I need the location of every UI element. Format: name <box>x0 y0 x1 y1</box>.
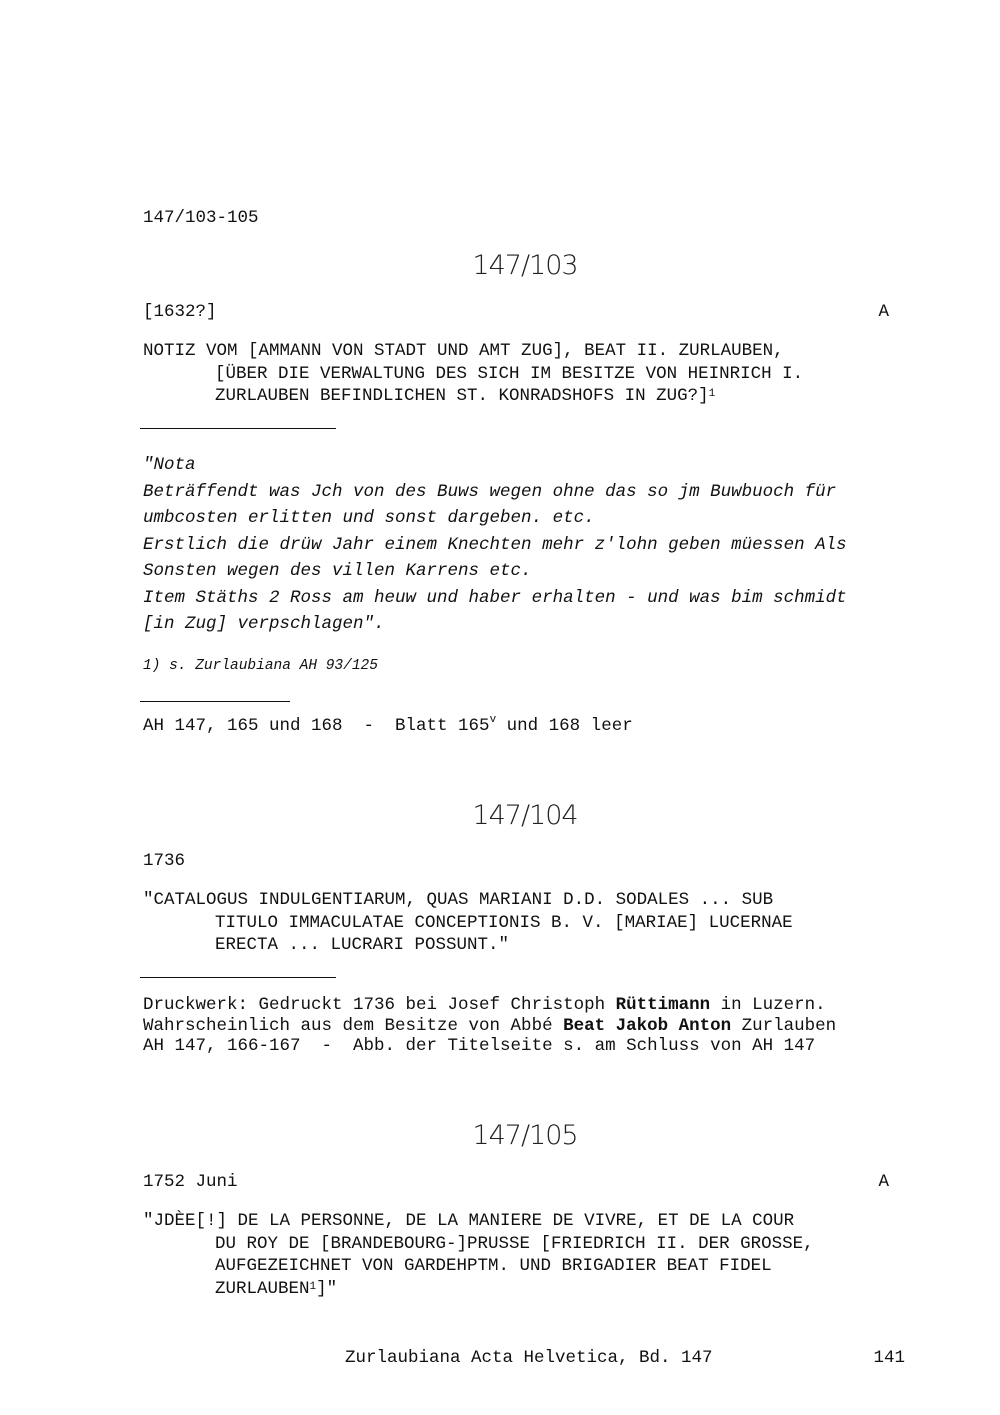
title-line: DU ROY DE [BRANDEBOURG-]PRUSSE [FRIEDRICH II. DER GROSSE, <box>215 1233 814 1254</box>
note-line: AH 147, 166-167 - Abb. der Titelseite s. am Schluss von AH 147 <box>143 1036 816 1056</box>
archive-marker: A <box>878 1172 889 1192</box>
document-date: 1736 <box>143 851 186 871</box>
quote-line: "Nota <box>143 455 196 475</box>
title-line: "JDÈE[!] DE LA PERSONNE, DE LA MANIERE DE VIVRE, ET DE LA COUR <box>143 1211 795 1231</box>
quote-line: umbcosten erlitten und sonst dargeben. etc. <box>143 508 595 528</box>
quote-line: Sonsten wegen des villen Karrens etc. <box>143 561 532 581</box>
footnote: 1) s. Zurlaubiana AH 93/125 <box>143 658 378 674</box>
document-date: 1752 Juni <box>143 1172 238 1192</box>
divider <box>140 977 336 978</box>
document-title <box>143 889 923 957</box>
title-line: ZURLAUBEN BEFINDLICHEN ST. KONRADSHOFS IN ZUG?]$^1$ <box>215 386 716 406</box>
quote-line: Beträffendt was Jch von des Buws wegen ohne das so jm Buwbuoch für <box>143 481 837 502</box>
print-note <box>143 995 836 1057</box>
title-line: ZURLAUBEN$^1$]" <box>215 1278 338 1299</box>
title-line: NOTIZ VOM [AMMANN VON STADT UND AMT ZUG], BEAT II. ZURLAUBEN, <box>143 341 784 361</box>
transcribed-quote <box>143 452 903 638</box>
document-title <box>143 1210 923 1300</box>
quote-line: [in Zug] verpschlagen". <box>143 614 385 634</box>
title-line: "CATALOGUS INDULGENTIARUM, QUAS MARIANI D.D. SODALES ... SUB <box>143 890 774 910</box>
source-reference: AH 147, 165 und 168 - Blatt 165$^v$ und 168 leer <box>143 714 633 736</box>
document-title <box>143 340 923 408</box>
note-line: Druckwerk: Gedruckt 1736 bei Josef Christoph Rüttimann in Luzern. <box>143 995 826 1015</box>
title-line: TITULO IMMACULATAE CONCEPTIONIS B. V. [MARIAE] LUCERNAE <box>215 912 793 933</box>
divider <box>140 428 336 429</box>
document-date: [1632?] <box>143 302 217 322</box>
archive-marker: A <box>878 302 889 322</box>
divider <box>140 701 290 702</box>
section-heading: 147/105 <box>472 1120 578 1151</box>
range-header: 147/103-105 <box>143 208 259 228</box>
title-line: [ÜBER DIE VERWALTUNG DES SICH IM BESITZE VON HEINRICH I. <box>215 363 804 384</box>
title-line: ERECTA ... LUCRARI POSSUNT." <box>215 935 510 955</box>
note-line: Wahrscheinlich aus dem Besitze von Abbé Beat Jakob Anton Zurlauben <box>143 1015 837 1036</box>
page-number: 141 <box>873 1348 905 1368</box>
quote-line: Erstlich die drüw Jahr einem Knechten mehr z'lohn geben müessen Als <box>143 534 847 555</box>
section-heading: 147/104 <box>472 800 578 831</box>
title-line: AUFGEZEICHNET VON GARDEHPTM. UND BRIGADIER BEAT FIDEL <box>215 1256 772 1276</box>
quote-line: Item Stäths 2 Ross am heuw und haber erhalten - und was bim schmidt <box>143 587 847 608</box>
section-heading: 147/103 <box>472 250 578 281</box>
footnote-mark: 1 <box>708 388 716 400</box>
footer-publication: Zurlaubiana Acta Helvetica, Bd. 147 <box>345 1348 713 1368</box>
footnote-mark: 1 <box>309 1280 317 1293</box>
